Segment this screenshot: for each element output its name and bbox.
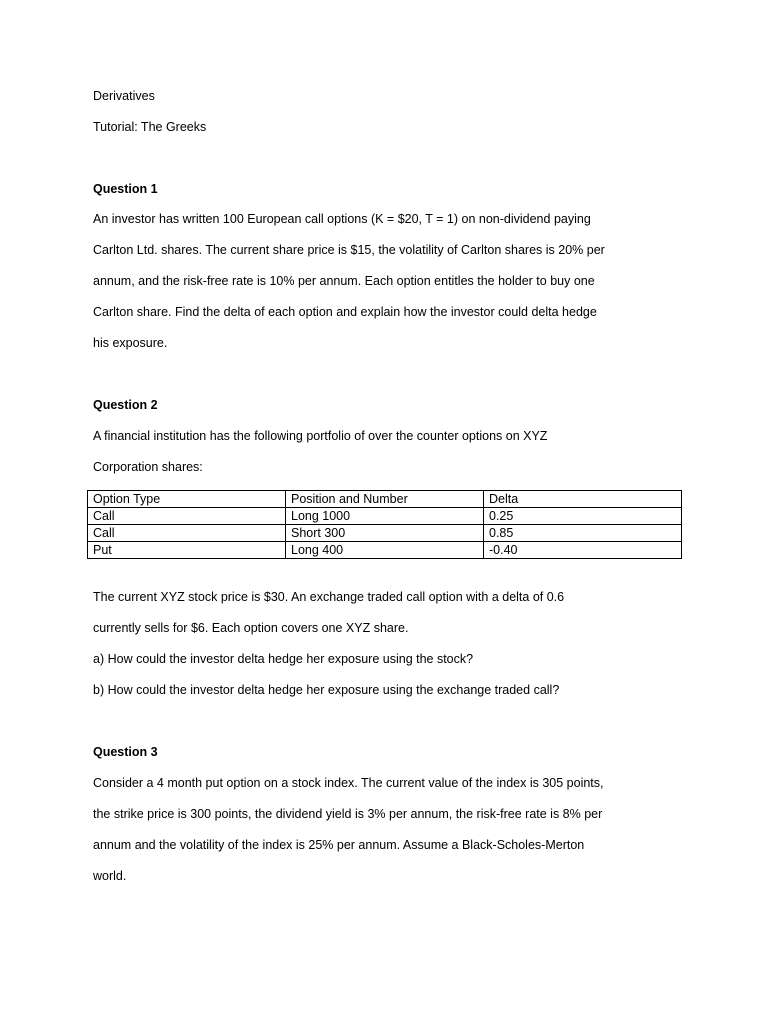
column-header-position: Position and Number [286, 491, 484, 508]
question-1-text-line: An investor has written 100 European call options (K = $20, T = 1) on non-dividend paying [93, 212, 591, 226]
question-2-part-a: a) How could the investor delta hedge her exposure using the stock? [93, 652, 474, 666]
question-1-heading: Question 1 [93, 182, 158, 196]
question-2-intro-line: Corporation shares: [93, 460, 203, 474]
position-cell: Long 400 [286, 542, 484, 559]
table-row [88, 542, 682, 559]
question-3-heading: Question 3 [93, 745, 158, 759]
question-2-intro-line: A financial institution has the following portfolio of over the counter options on XYZ [93, 429, 548, 443]
position-cell: Long 1000 [286, 508, 484, 525]
question-1-text-line: annum, and the risk-free rate is 10% per annum. Each option entitles the holder to buy one [93, 274, 595, 288]
question-3-text-line: annum and the volatility of the index is 25% per annum. Assume a Black-Scholes-Merton [93, 838, 585, 852]
delta-cell: 0.85 [484, 525, 682, 542]
delta-cell: -0.40 [484, 542, 682, 559]
option-type-cell: Call [88, 508, 286, 525]
question-1-text-line: Carlton Ltd. shares. The current share price is $15, the volatility of Carlton shares is 20% per [93, 243, 605, 257]
question-1-text-line: Carlton share. Find the delta of each option and explain how the investor could delta hedge [93, 305, 597, 319]
position-cell: Short 300 [286, 525, 484, 542]
question-2-text-line: currently sells for $6. Each option covers one XYZ share. [93, 621, 409, 635]
option-type-cell: Put [88, 542, 286, 559]
table-row [88, 525, 682, 542]
portfolio-table [87, 490, 682, 559]
question-2-heading: Question 2 [93, 398, 158, 412]
question-3-text-line: the strike price is 300 points, the dividend yield is 3% per annum, the risk-free rate is 8% per [93, 807, 603, 821]
question-1-text-line: his exposure. [93, 336, 168, 350]
tutorial-title: Tutorial: The Greeks [93, 120, 207, 134]
option-type-cell: Call [88, 525, 286, 542]
question-3-text-line: Consider a 4 month put option on a stock index. The current value of the index is 305 points, [93, 776, 604, 790]
table-row [88, 508, 682, 525]
question-3-text-line: world. [93, 869, 127, 883]
column-header-option-type: Option Type [88, 491, 286, 508]
course-title: Derivatives [93, 89, 155, 103]
delta-cell: 0.25 [484, 508, 682, 525]
question-2-part-b: b) How could the investor delta hedge her exposure using the exchange traded call? [93, 683, 560, 697]
question-2-text-line: The current XYZ stock price is $30. An exchange traded call option with a delta of 0.6 [93, 590, 565, 604]
table-header-row [88, 491, 682, 508]
column-header-delta: Delta [484, 491, 682, 508]
